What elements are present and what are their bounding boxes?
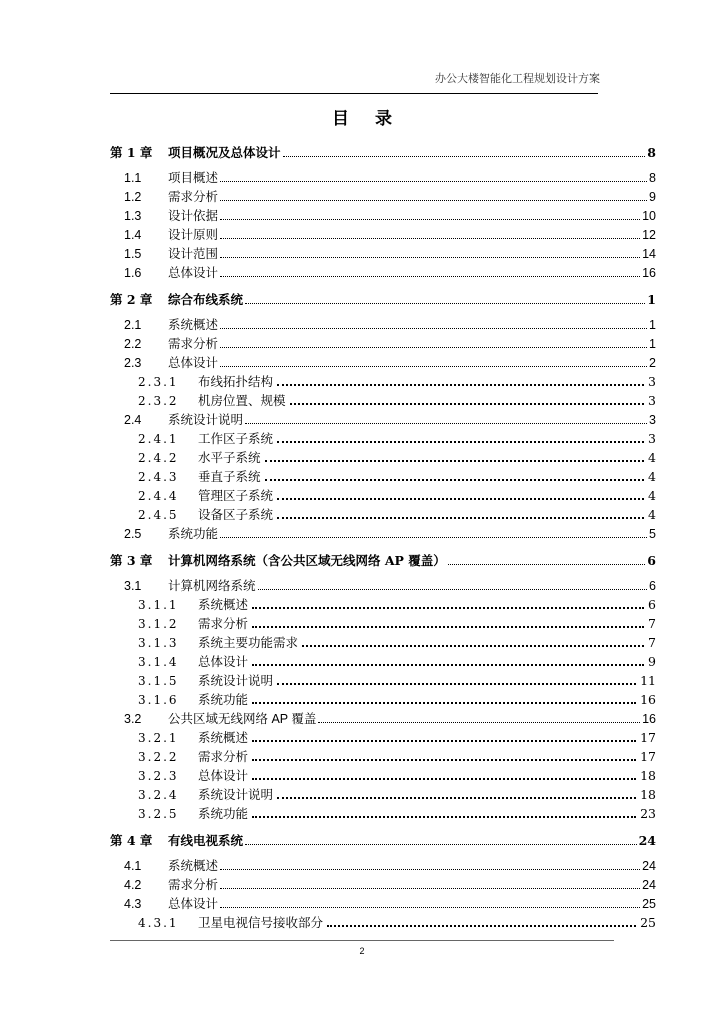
toc-entry-number: 1.2 — [124, 190, 142, 204]
toc-entry-page: 25 — [640, 915, 656, 930]
toc-entry-title: 工作区子系统 — [198, 431, 274, 446]
toc-leader-dots — [220, 536, 647, 538]
toc-entry-title: 总体设计 — [198, 654, 249, 669]
toc-entry-page: 2 — [649, 356, 656, 370]
toc-entry-title: 系统概述 — [168, 859, 219, 873]
toc-entry[interactable] — [124, 894, 656, 912]
toc-entry-page: 9 — [649, 190, 656, 204]
toc-entry[interactable] — [138, 505, 656, 523]
toc-entry-title: 系统设计说明 — [198, 673, 274, 688]
toc-entry-title: 公共区域无线网络 AP 覆盖 — [168, 712, 317, 726]
toc-title: 目 录 — [332, 109, 402, 129]
toc-leader-dots — [252, 815, 636, 818]
toc-leader-dots — [302, 644, 644, 647]
toc-leader-dots — [252, 701, 636, 704]
header-title: 办公大楼智能化工程规划设计方案 — [435, 72, 600, 85]
toc-entry[interactable] — [124, 206, 656, 224]
toc-entry[interactable] — [138, 467, 656, 485]
toc-entry-title: 综合布线系统 — [168, 292, 244, 307]
toc-entry[interactable] — [138, 391, 656, 409]
toc-entry[interactable] — [138, 747, 656, 765]
toc-entry-page: 25 — [642, 897, 656, 911]
toc-entry-page: 11 — [640, 673, 656, 688]
toc-entry-title: 项目概况及总体设计 — [168, 145, 281, 160]
toc-entry-page: 4 — [648, 507, 656, 522]
toc-entry-page: 16 — [642, 266, 656, 280]
toc-entry-page: 1 — [649, 337, 656, 351]
toc-leader-dots — [252, 663, 644, 666]
toc-leader-dots — [277, 682, 636, 685]
toc-leader-dots — [220, 906, 640, 908]
toc-leader-dots — [220, 199, 647, 201]
toc-leader-dots — [318, 721, 640, 723]
toc-entry[interactable] — [138, 785, 656, 803]
toc-entry-page: 3 — [648, 374, 656, 389]
toc-leader-dots — [252, 777, 636, 780]
toc-leader-dots — [252, 758, 636, 761]
toc-entry-title: 需求分析 — [198, 749, 249, 764]
toc-entry-number: 4.2 — [124, 878, 142, 892]
toc-entry[interactable] — [124, 856, 656, 874]
toc-entry-number: 3.2 — [124, 712, 142, 726]
toc-entry-page: 4 — [648, 450, 656, 465]
toc-entry-page: 5 — [649, 527, 656, 541]
toc-entry-number: 2.1 — [124, 318, 142, 332]
toc-entry[interactable] — [138, 728, 656, 746]
toc-entry-title: 垂直子系统 — [198, 469, 261, 484]
toc-entry-number: 2.3.2 — [138, 394, 179, 408]
toc-entry-page: 16 — [642, 712, 656, 726]
toc-entry[interactable] — [124, 315, 656, 333]
toc-entry-title: 系统概述 — [198, 730, 249, 745]
toc-entry-page: 7 — [648, 616, 656, 631]
toc-entry[interactable] — [138, 652, 656, 670]
toc-entry-title: 系统功能 — [198, 692, 249, 707]
toc-entry-number: 3.1.1 — [138, 598, 179, 612]
toc-entry-title: 系统设计说明 — [168, 413, 244, 427]
toc-leader-dots — [220, 887, 640, 889]
toc-entry[interactable] — [124, 875, 656, 893]
toc-entry-number: 2.4.4 — [138, 489, 179, 503]
toc-entry-title: 系统功能 — [168, 527, 219, 541]
toc-entry-page: 4 — [648, 488, 656, 503]
toc-entry-number: 1.3 — [124, 209, 142, 223]
toc-entry-title: 设备区子系统 — [198, 507, 274, 522]
toc-entry-number: 3.1.3 — [138, 636, 179, 650]
footer-page-number: 2 — [359, 946, 365, 956]
toc-entry-title: 项目概述 — [168, 171, 219, 185]
toc-leader-dots — [252, 606, 644, 609]
toc-entry-title: 设计原则 — [168, 228, 219, 242]
toc-leader-dots — [290, 402, 645, 405]
toc-entry[interactable] — [138, 766, 656, 784]
toc-entry-title: 系统概述 — [198, 597, 249, 612]
toc-entry-number: 第 1 章 — [110, 145, 153, 160]
toc-chapter-entry[interactable] — [110, 831, 656, 849]
toc-entry-page: 24 — [642, 878, 656, 892]
toc-entry[interactable] — [124, 263, 656, 281]
toc-entry-title: 水平子系统 — [198, 450, 261, 465]
toc-entry-title: 计算机网络系统（含公共区域无线网络 AP 覆盖） — [168, 553, 446, 568]
toc-entry-number: 1.5 — [124, 247, 142, 261]
toc-entry-title: 总体设计 — [198, 768, 249, 783]
toc-entry-title: 总体设计 — [168, 356, 219, 370]
footer-rule — [110, 940, 614, 941]
toc-leader-dots — [252, 739, 636, 742]
toc-entry[interactable] — [138, 448, 656, 466]
toc-entry-title: 设计范围 — [168, 247, 219, 261]
toc-entry-title: 需求分析 — [168, 190, 219, 204]
toc-entry-number: 2.4.3 — [138, 470, 179, 484]
toc-leader-dots — [220, 346, 647, 348]
toc-entry-title: 需求分析 — [168, 337, 219, 351]
toc-leader-dots — [265, 478, 645, 481]
toc-entry-number: 3.1.4 — [138, 655, 179, 669]
toc-entry-number: 3.1.6 — [138, 693, 179, 707]
toc-entry-number: 2.3 — [124, 356, 142, 370]
toc-entry-title: 需求分析 — [168, 878, 219, 892]
toc-entry[interactable] — [138, 486, 656, 504]
toc-leader-dots — [220, 327, 647, 329]
toc-entry[interactable] — [124, 709, 656, 727]
toc-entry-page: 3 — [648, 431, 656, 446]
toc-leader-dots — [245, 843, 637, 845]
toc-leader-dots — [448, 563, 645, 565]
toc-entry-page: 6 — [649, 579, 656, 593]
toc-entry-page: 7 — [648, 635, 656, 650]
toc-entry-page: 17 — [640, 730, 656, 745]
toc-entry-page: 3 — [648, 393, 656, 408]
toc-entry-number: 3.2.5 — [138, 807, 179, 821]
toc-leader-dots — [277, 497, 644, 500]
toc-entry-number: 3.1.5 — [138, 674, 179, 688]
toc-entry[interactable] — [138, 372, 656, 390]
toc-entry-title: 计算机网络系统 — [168, 579, 256, 593]
toc-entry-page: 18 — [640, 787, 656, 802]
toc-leader-dots — [327, 924, 636, 927]
toc-entry-number: 1.6 — [124, 266, 142, 280]
toc-entry-page: 8 — [647, 145, 656, 160]
toc-entry-title: 总体设计 — [168, 266, 219, 280]
toc-entry-page: 23 — [640, 806, 656, 821]
toc-leader-dots — [245, 422, 647, 424]
toc-entry-page: 6 — [648, 597, 656, 612]
toc-entry-page: 24 — [638, 833, 656, 848]
toc-leader-dots — [220, 218, 640, 220]
toc-entry-page: 10 — [642, 209, 656, 223]
toc-entry-title: 有线电视系统 — [168, 833, 244, 848]
toc-entry[interactable] — [138, 671, 656, 689]
toc-leader-dots — [220, 365, 647, 367]
toc-entry-title: 系统概述 — [168, 318, 219, 332]
toc-entry[interactable] — [138, 614, 656, 632]
toc-leader-dots — [277, 516, 644, 519]
toc-entry[interactable] — [138, 913, 656, 931]
toc-entry[interactable] — [138, 804, 656, 822]
toc-entry-title: 需求分析 — [198, 616, 249, 631]
toc-entry-number: 1.1 — [124, 171, 142, 185]
toc-entry-page: 3 — [649, 413, 656, 427]
toc-entry-title: 布线拓扑结构 — [198, 374, 274, 389]
toc-entry[interactable] — [138, 633, 656, 651]
toc-entry-number: 3.2.4 — [138, 788, 179, 802]
toc-entry[interactable] — [124, 168, 656, 186]
toc-entry-page: 1 — [647, 292, 656, 307]
toc-entry-number: 3.2.1 — [138, 731, 179, 745]
toc-entry-page: 24 — [642, 859, 656, 873]
toc-entry-page: 6 — [647, 553, 656, 568]
toc-entry-page: 1 — [649, 318, 656, 332]
toc-entry[interactable] — [124, 225, 656, 243]
toc-entry-number: 2.3.1 — [138, 375, 179, 389]
toc-entry-number: 3.1.2 — [138, 617, 179, 631]
toc-entry-page: 14 — [642, 247, 656, 261]
toc-entry[interactable] — [124, 576, 656, 594]
toc-entry-title: 系统功能 — [198, 806, 249, 821]
toc-chapter-entry[interactable] — [110, 143, 656, 161]
toc-entry-page: 16 — [640, 692, 656, 707]
toc-chapter-entry[interactable] — [110, 290, 656, 308]
toc-entry[interactable] — [124, 244, 656, 262]
toc-entry-number: 4.1 — [124, 859, 142, 873]
toc-leader-dots — [220, 868, 640, 870]
toc-entry-number: 2.4 — [124, 413, 142, 427]
toc-leader-dots — [283, 155, 646, 157]
toc-leader-dots — [220, 275, 640, 277]
toc-entry[interactable] — [124, 524, 656, 542]
toc-leader-dots — [277, 383, 644, 386]
toc-leader-dots — [252, 625, 644, 628]
toc-leader-dots — [258, 588, 648, 590]
toc-entry-number: 2.2 — [124, 337, 142, 351]
toc-entry-number: 第 3 章 — [110, 553, 153, 568]
toc-entry-page: 17 — [640, 749, 656, 764]
toc-entry[interactable] — [138, 690, 656, 708]
toc-entry-number: 4.3 — [124, 897, 142, 911]
toc-entry[interactable] — [124, 410, 656, 428]
toc-leader-dots — [245, 302, 645, 304]
toc-entry-number: 2.4.2 — [138, 451, 179, 465]
toc-leader-dots — [220, 237, 640, 239]
toc-leader-dots — [277, 796, 636, 799]
toc-entry-page: 9 — [648, 654, 656, 669]
toc-entry-number: 2.4.1 — [138, 432, 179, 446]
toc-chapter-entry[interactable] — [110, 551, 656, 569]
toc-entry[interactable] — [124, 353, 656, 371]
toc-entry-page: 8 — [649, 171, 656, 185]
toc-entry-number: 1.4 — [124, 228, 142, 242]
toc-entry-title: 系统设计说明 — [198, 787, 274, 802]
toc-leader-dots — [220, 180, 647, 182]
toc-entry-number: 4.3.1 — [138, 916, 179, 930]
toc-entry-page: 4 — [648, 469, 656, 484]
toc-entry-page: 18 — [640, 768, 656, 783]
toc-entry-title: 总体设计 — [168, 897, 219, 911]
toc-entry-title: 设计依据 — [168, 209, 219, 223]
toc-entry-number: 第 2 章 — [110, 292, 153, 307]
toc-entry-number: 3.2.3 — [138, 769, 179, 783]
toc-entry-title: 管理区子系统 — [198, 488, 274, 503]
toc-entry-page: 12 — [642, 228, 656, 242]
toc-entry[interactable] — [124, 187, 656, 205]
toc-entry[interactable] — [124, 334, 656, 352]
toc-entry-number: 2.5 — [124, 527, 142, 541]
toc-entry[interactable] — [138, 429, 656, 447]
toc-entry-title: 机房位置、规模 — [198, 393, 286, 408]
toc-entry-number: 3.1 — [124, 579, 142, 593]
toc-entry-number: 2.4.5 — [138, 508, 179, 522]
toc-entry-number: 第 4 章 — [110, 833, 153, 848]
toc-leader-dots — [277, 440, 644, 443]
toc-leader-dots — [265, 459, 645, 462]
toc-entry-title: 系统主要功能需求 — [198, 635, 299, 650]
toc-leader-dots — [220, 256, 640, 258]
toc-entry-number: 3.2.2 — [138, 750, 179, 764]
toc-entry-title: 卫星电视信号接收部分 — [198, 915, 324, 930]
toc-entry[interactable] — [138, 595, 656, 613]
